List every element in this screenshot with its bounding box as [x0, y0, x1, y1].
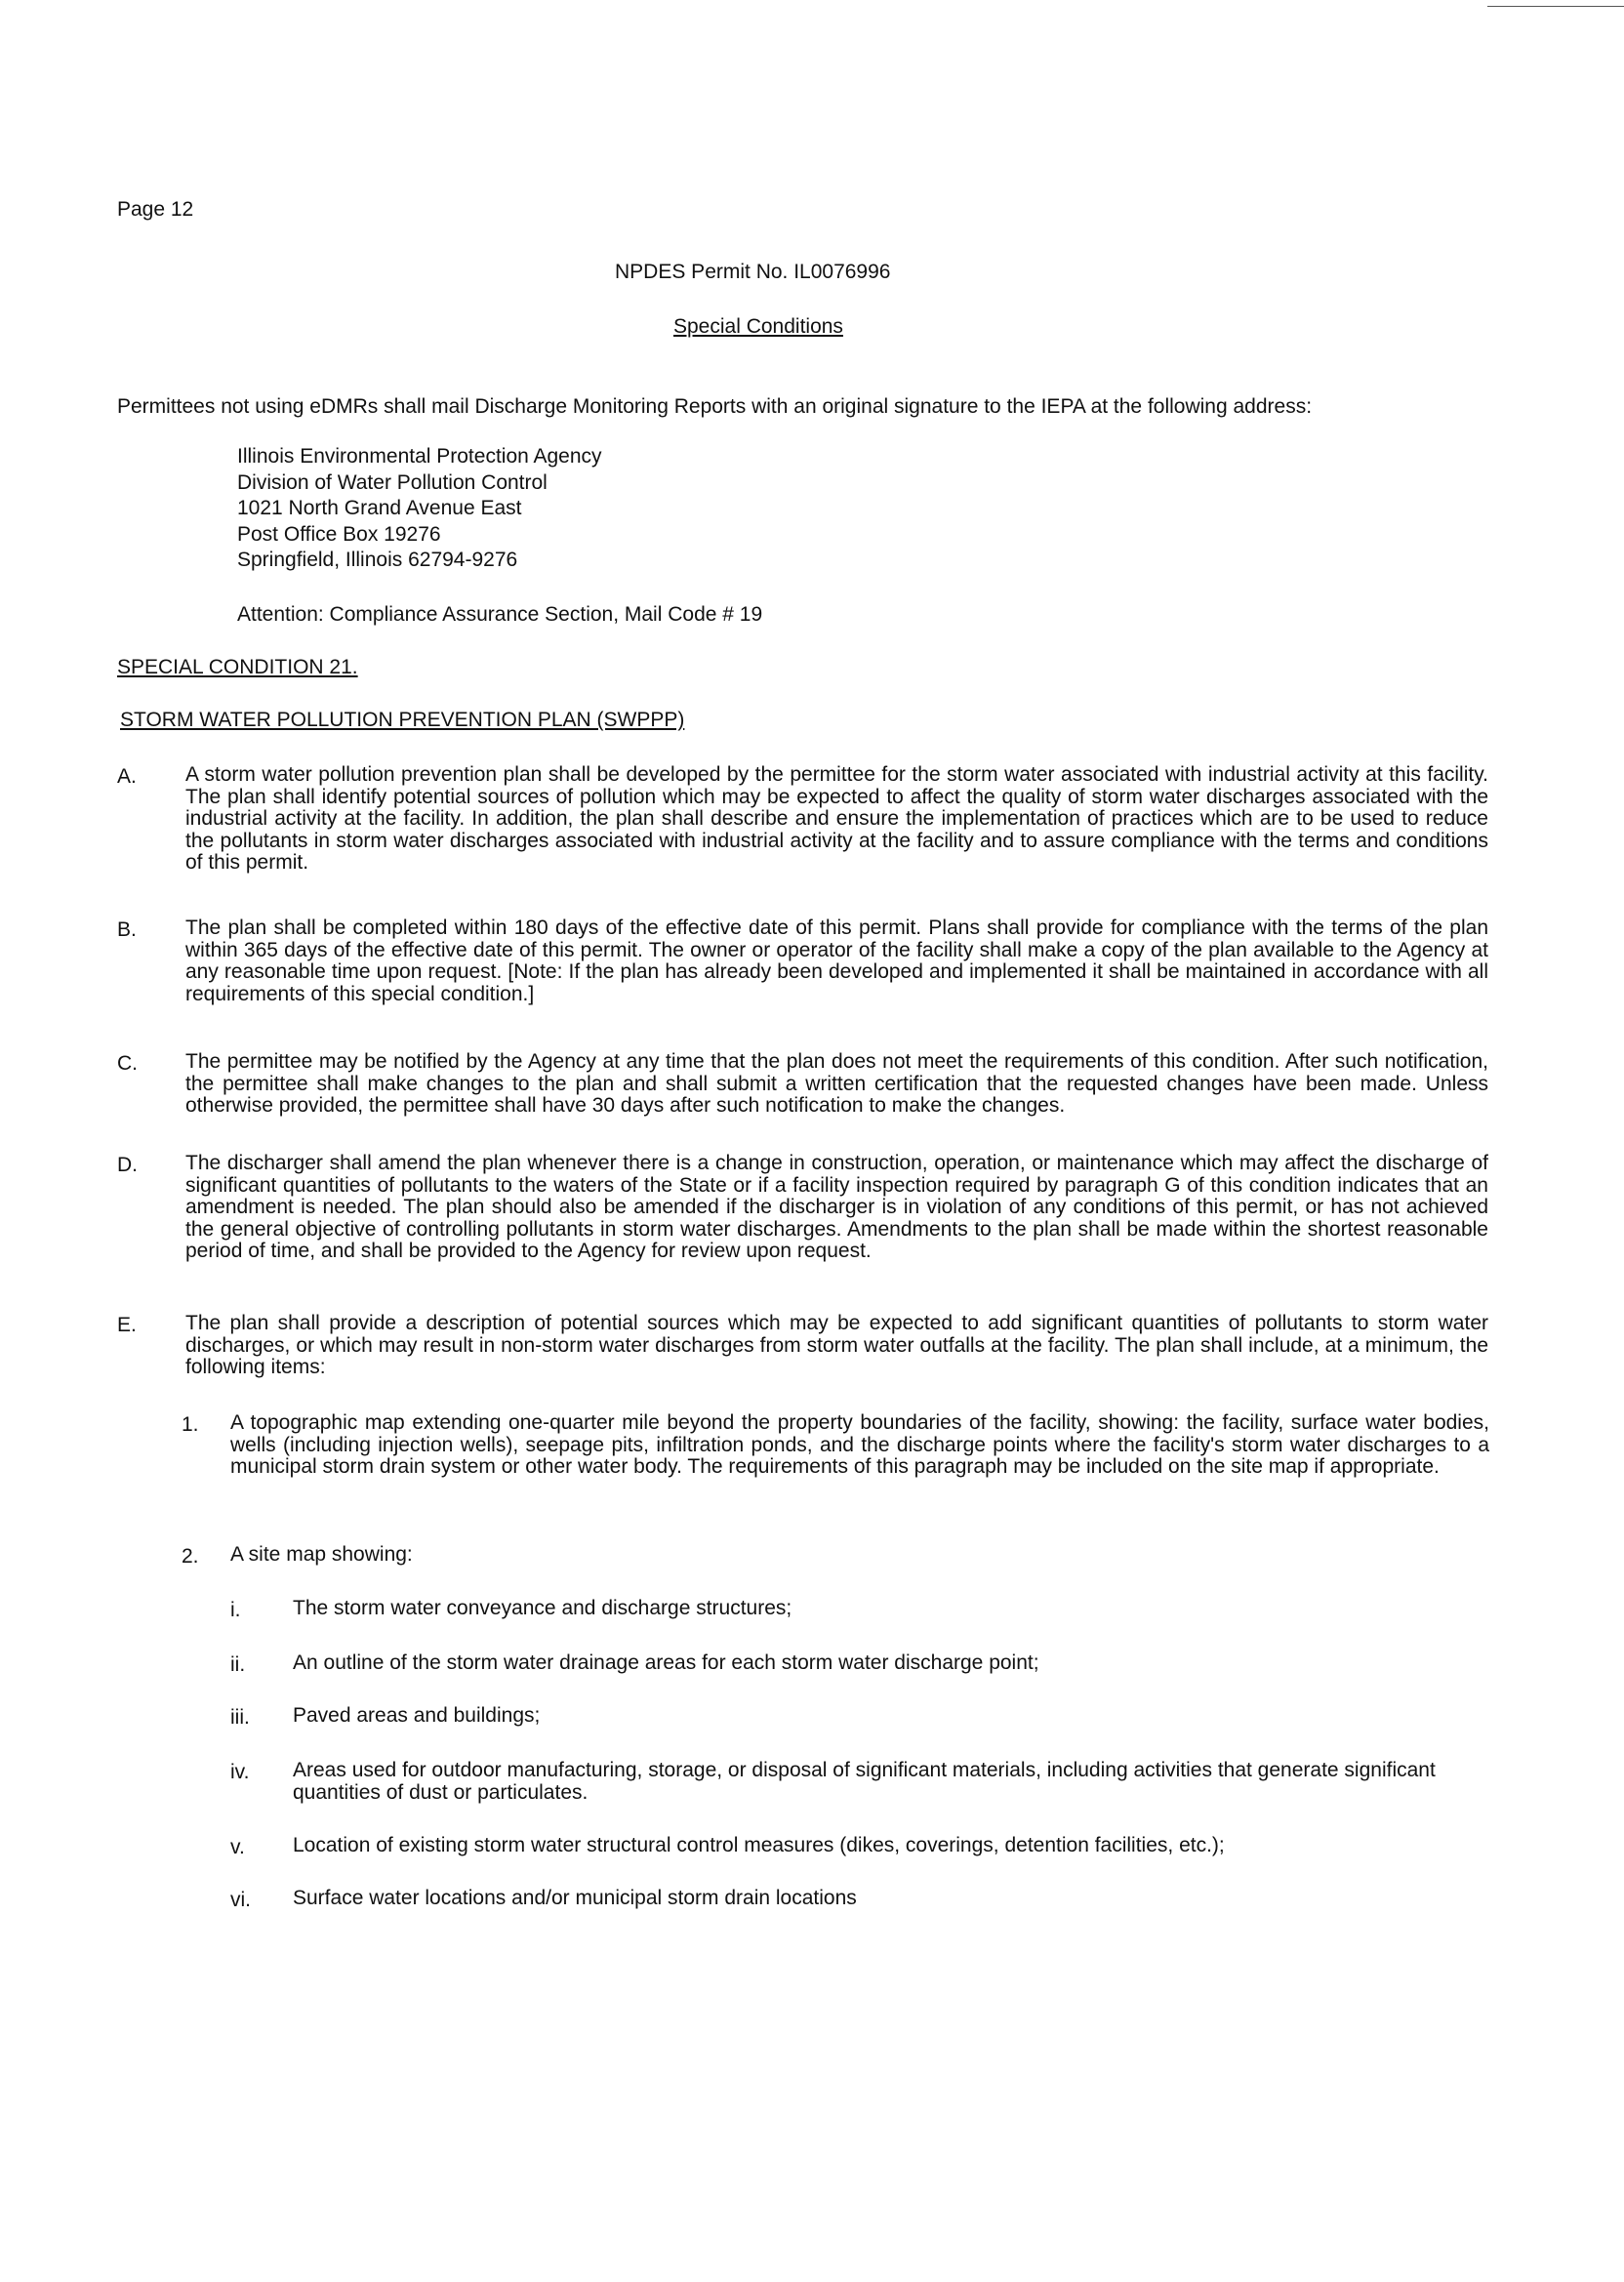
condition-item-b	[117, 917, 1488, 1005]
corner-rule	[1487, 6, 1624, 7]
roman-text: Areas used for outdoor manufacturing, storage, or disposal of significant materials, including activities that generate significant quantities of dust or particulates.	[293, 1759, 1436, 1804]
swppp-heading: STORM WATER POLLUTION PREVENTION PLAN (SWPPP)	[120, 709, 685, 731]
item-marker: A.	[117, 765, 137, 788]
roman-item-i	[230, 1598, 1489, 1620]
roman-item-iv	[230, 1760, 1489, 1804]
roman-text: Location of existing storm water structural control measures (dikes, coverings, detention facilities, etc.);	[293, 1834, 1225, 1856]
roman-text: The storm water conveyance and discharge structures;	[293, 1597, 792, 1619]
sub-item-2	[182, 1544, 1489, 1567]
sub-item-text: A site map showing:	[230, 1543, 413, 1566]
roman-marker: vi.	[230, 1889, 251, 1911]
roman-text: An outline of the storm water drainage areas for each storm water discharge point;	[293, 1651, 1039, 1674]
sub-item-1	[182, 1412, 1489, 1479]
address-line: Illinois Environmental Protection Agency	[237, 445, 602, 468]
attention-line: Attention: Compliance Assurance Section, Mail Code # 19	[237, 603, 763, 626]
item-marker: D.	[117, 1154, 138, 1176]
address-line: Springfield, Illinois 62794-9276	[237, 549, 518, 571]
special-condition-heading: SPECIAL CONDITION 21.	[117, 656, 358, 678]
intro-paragraph: Permittees not using eDMRs shall mail Discharge Monitoring Reports with an original signature to the IEPA at the following address:	[117, 395, 1313, 418]
mailing-address	[237, 444, 602, 574]
address-line: 1021 North Grand Avenue East	[237, 497, 522, 519]
roman-marker: iii.	[230, 1706, 250, 1729]
item-text: The permittee may be notified by the Agency at any time that the plan does not meet the requirements of this condition. After such notification, the permittee shall make changes to the plan and shall submit a written certification that the requested changes have been made. Unless otherwise provided, the permittee shall have 30 days after such notification to make the changes.	[185, 1050, 1488, 1117]
address-line: Post Office Box 19276	[237, 522, 441, 546]
page-number: Page 12	[117, 198, 194, 221]
roman-item-vi	[230, 1888, 1489, 1910]
item-text: The discharger shall amend the plan whenever there is a change in construction, operation, or maintenance which may affect the discharge of significant quantities of pollutants to the waters of the State or if a facility inspection required by paragraph G of this condition indicates that an amendment is needed. The plan should also be amended if the discharger is in violation of any conditions of this permit, or has not achieved the general objective of controlling pollutants in storm water discharges. Amendments to the plan shall be made within the shortest reasonable period of time, and shall be provided to the Agency for review upon request.	[185, 1152, 1488, 1262]
roman-marker: i.	[230, 1599, 241, 1621]
condition-item-a	[117, 764, 1488, 875]
item-text: The plan shall be completed within 180 days of the effective date of this permit. Plans shall provide for compliance with the terms of the plan within 365 days of the effective date of this permit. The owner or operator of the facility shall make a copy of the plan available to the Agency at any reasonable time upon request. [Note: If the plan has already been developed and implemented it shall be maintained in accordance with all requirements of this special condition.]	[185, 917, 1488, 1005]
roman-text: Paved areas and buildings;	[293, 1704, 541, 1727]
roman-marker: iv.	[230, 1761, 250, 1783]
sub-item-text: A topographic map extending one-quarter mile beyond the property boundaries of the facility, showing: the facility, surface water bodies, wells (including injection wells), seepage pits, infiltration ponds, and the discharge points where the facility's storm water discharges to a municipal storm drain system or other water body. The requirements of this paragraph may be included on the site map if appropriate.	[230, 1411, 1489, 1478]
item-marker: C.	[117, 1052, 138, 1075]
roman-item-iii	[230, 1705, 1489, 1728]
condition-item-e	[117, 1313, 1488, 1379]
roman-text: Surface water locations and/or municipal storm drain locations	[293, 1887, 857, 1909]
item-marker: E.	[117, 1314, 137, 1336]
item-marker: B.	[117, 918, 137, 941]
item-text: A storm water pollution prevention plan shall be developed by the permittee for the storm water associated with industrial activity at this facility. The plan shall identify potential sources of pollution which may be expected to affect the quality of storm water discharges associated with the industrial activity at the facility. In addition, the plan shall describe and ensure the implementation of practices which are to be used to reduce the pollutants in storm water discharges associated with industrial activity at the facility and to assure compliance with the terms and conditions of this permit.	[185, 763, 1488, 874]
roman-marker: v.	[230, 1836, 245, 1858]
condition-item-c	[117, 1051, 1488, 1118]
permit-number: NPDES Permit No. IL0076996	[615, 261, 891, 283]
condition-item-d	[117, 1153, 1488, 1263]
sub-item-marker: 1.	[182, 1413, 199, 1436]
roman-marker: ii.	[230, 1653, 246, 1676]
sub-item-marker: 2.	[182, 1545, 199, 1568]
roman-item-v	[230, 1835, 1489, 1857]
roman-item-ii	[230, 1652, 1489, 1675]
section-title: Special Conditions	[673, 315, 843, 338]
item-text: The plan shall provide a description of potential sources which may be expected to add significant quantities of pollutants to storm water discharges, or which may result in non-storm water discharges from storm water outfalls at the facility. The plan shall include, at a minimum, the following items:	[185, 1312, 1488, 1378]
address-line: Division of Water Pollution Control	[237, 470, 548, 494]
